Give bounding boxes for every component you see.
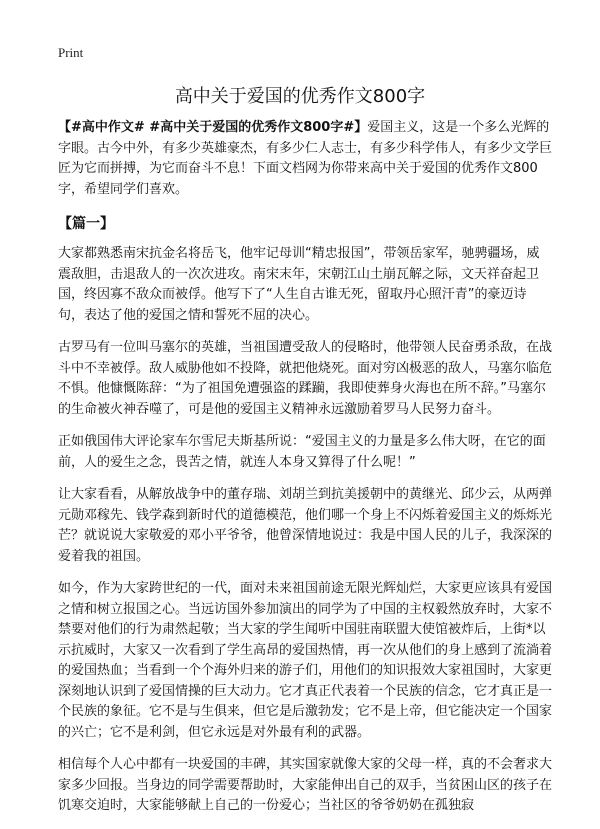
section-heading: 【篇一】 (58, 216, 114, 232)
intro-paragraph (58, 118, 552, 200)
page-title: 高中关于爱国的优秀作文800字 (174, 86, 426, 107)
print-link[interactable]: Print (58, 45, 84, 60)
intro-tag: 【#高中作文# #高中关于爱国的优秀作文800字#】 (58, 120, 368, 135)
paragraph-6: 相信每个人心中都有一块爱国的丰碑，其实国家就像大家的父母一样，真的不会奢求大家多少回报。当身边的同学需要帮助时，大家能伸出自己的双手，当贫困山区的孩子在饥寒交迫时，大家能够献上自己的一份爱心；当社区的爷爷奶奶在孤独寂 (58, 757, 553, 813)
intro-text: 爱国主义，这是一个多么光辉的字眼。古今中外，有多少英雄豪杰，有多少仁人志士，有多少科学伟人，有多少文学巨匠为它而拼搏，为它而奋斗不息！下面文档网为你带来高中关于爱国的优秀作文800字，希望同学们喜欢。 (58, 120, 553, 197)
paragraph-4: 让大家看看，从解放战争中的董存瑞、刘胡兰到抗美援朝中的黄继光、邱少云，从两弹元勋邓稼先、钱学森到新时代的道德模范，他们哪一个身上不闪烁着爱国主义的烁烁光芒？就说说大家敬爱的邓小平爷爷，他曾深情地说过：我是中国人民的儿子，我深深的爱着我的祖国。 (58, 487, 553, 564)
paragraph-2: 古罗马有一位叫马塞尔的英雄，当祖国遭受敌人的侵略时，他带领人民奋勇杀敌，在战斗中不幸被俘。敌人威胁他如不投降，就把他烧死。面对穷凶极恶的敌人，马塞尔临危不惧。他慷慨陈辞：“为了祖国免遭强盗的蹂躏，我即使葬身火海也在所不辞。”马塞尔的生命被火神吞噬了，可是他的爱国主义精神永远激励着罗马人民努力奋斗。 (58, 340, 553, 417)
paragraph-3: 正如俄国伟大评论家车尔雪尼夫斯基所说：“爱国主义的力量是多么伟大呀，在它的面前，人的爱生之念，畏苦之情，就连人本身又算得了什么呢！” (58, 434, 546, 470)
paragraph-5: 如今，作为大家跨世纪的一代，面对未来祖国前途无限光辉灿烂，大家更应该具有爱国之情和树立报国之心。当远访国外参加演出的同学为了中国的主权毅然放弃时，大家不禁要对他们的行为肃然起敬；当大家的学生闻听中国驻南联盟大使馆被炸后，上街*以示抗威时，大家又一次看到了学生高昂的爱国热情，再一次从他们的身上感到了流淌着的爱国热血；当看到一个个海外归来的游子们，用他们的知识报效大家祖国时，大家更深刻地认识到了爱国情操的巨大动力。它才真正代表着一个民族的信念，它才真正是一个民族的象征。它不是与生俱来，但它是后激勃发；它不是上帝，但它能决定一个国家的兴亡；它不是利剑，但它永远是对外最有利的武器。 (58, 581, 553, 740)
paragraph-1: 大家都熟悉南宋抗金名将岳飞，他牢记母训“精忠报国”，带领岳家军，驰骋疆场，威震敌胆，击退敌人的一次次进攻。南宋末年，宋朝江山土崩瓦解之际，文天祥奋起卫国，终因寡不敌众而被俘。他写下了“人生自古谁无死，留取丹心照汗青”的豪迈诗句，表达了他的爱国之情和誓死不屈的决心。 (58, 246, 540, 323)
article-body (58, 118, 552, 829)
